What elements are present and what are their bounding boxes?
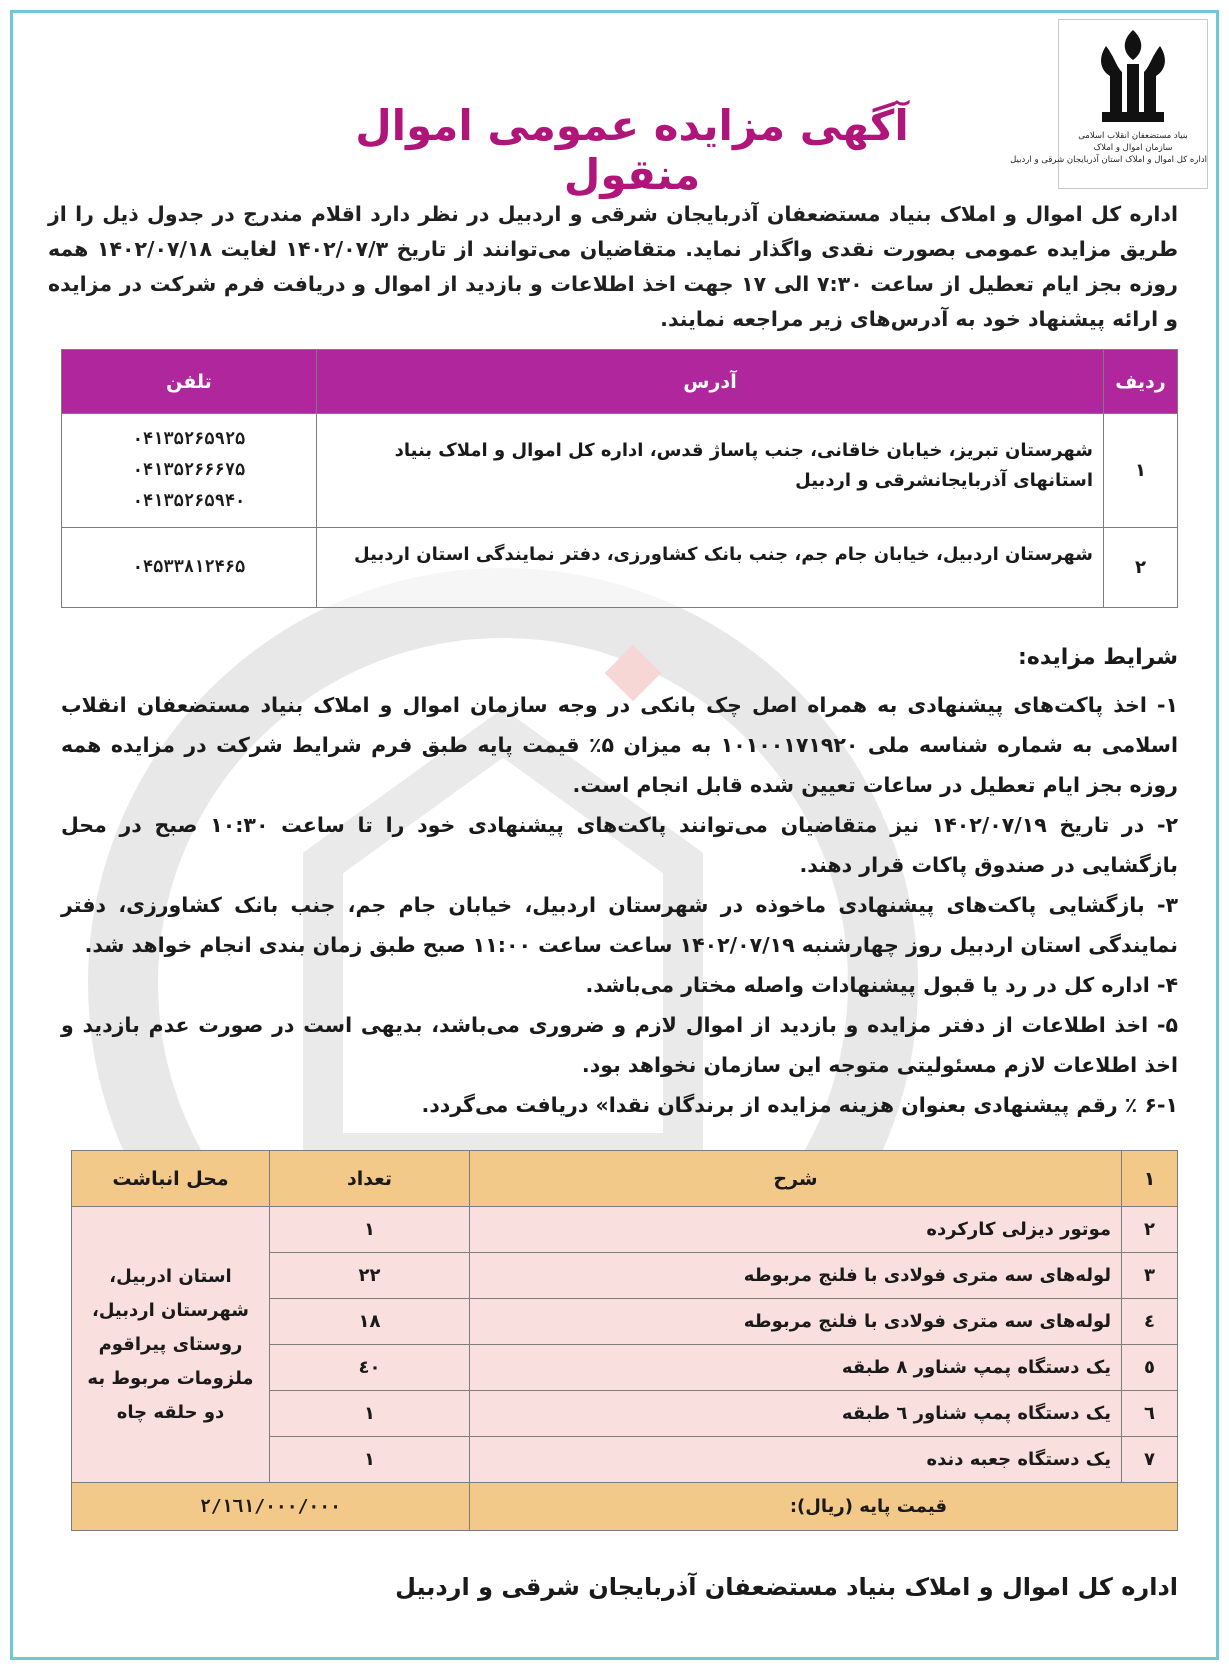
condition-item: ۱- اخذ پاکت‌های پیشنهادی به همراه اصل چک بانکی در وجه سازمان اموال و املاک بنیاد مستضعفان انقلاب اسلامی به شماره شناسه ملی ۱۰۱۰۰۱۷۱۹۲۰ به میزان ۵٪ قیمت پایه طبق فرم شرایط شرکت در مزایده همه روزه بجز ایام تعطیل در ساعات تعیین شده قابل انجام است. — [61, 693, 1178, 797]
organization-logo — [1010, 19, 1208, 189]
base-price-label: قیمت پایه (ریال): — [470, 1483, 1178, 1531]
footer-signature: اداره کل اموال و املاک بنیاد مستضعفان آذربایجان شرقی و اردبیل — [395, 1573, 1178, 1601]
item-description: یک دستگاه پمپ شناور ٦ طبقه — [470, 1391, 1122, 1437]
item-description: لوله‌های سه متری فولادی با فلنج مربوطه — [470, 1299, 1122, 1345]
header — [13, 13, 1222, 199]
address-cell: شهرستان اردبیل، خیابان جام جم، جنب بانک کشاورزی، دفتر نمایندگی استان اردبیل — [317, 528, 1104, 608]
phone-number: ۰۴۱۳۵۲۶۵۹۴۰ — [132, 491, 246, 511]
item-number: ۲ — [1122, 1207, 1178, 1253]
item-number: ٤ — [1122, 1299, 1178, 1345]
phone-number: ۰۴۱۳۵۲۶۵۹۲۵ — [132, 429, 246, 449]
conditions-heading: شرایط مزایده: — [1018, 645, 1178, 670]
base-price-value: ۲/۱٦۱/۰۰۰/۰۰۰ — [72, 1483, 470, 1531]
intro-paragraph: اداره کل اموال و املاک بنیاد مستضعفان آذربایجان شرقی و اردبیل در نظر دارد اقلام مندرج در جدول ذیل را از طریق مزایده عمومی بصورت نقدی واگذار نماید. متقاضیان می‌توانند از تاریخ ۱۴۰۲/۰۷/۳ لغایت ۱۴۰۲/۰۷/۱۸ همه روزه بجز ایام تعطیل از ساعت ۷:۳۰ الی ۱۷ جهت اخذ اطلاعات و بازدید از اموال و دریافت فرم شرکت در مزایده و ارائه پیشنهاد خود به آدرس‌های زیر مراجعه نمایند. — [48, 202, 1179, 331]
column-header-desc: شرح — [470, 1151, 1122, 1207]
item-description: یک دستگاه پمپ شناور ۸ طبقه — [470, 1345, 1122, 1391]
condition-item: ۲- در تاریخ ۱۴۰۲/۰۷/۱۹ نیز متقاضیان می‌توانند پاکت‌های پیشنهادی خود را تا ساعت ۱۰:۳۰ صبح در محل بازگشایی در صندوق پاکات قرار دهند. — [61, 813, 1178, 877]
column-header-num: ۱ — [1122, 1151, 1178, 1207]
item-description: یک دستگاه جعبه دنده — [470, 1437, 1122, 1483]
item-quantity: ۱ — [270, 1437, 470, 1483]
address-table — [61, 349, 1178, 608]
item-description: موتور دیزلی کارکرده — [470, 1207, 1122, 1253]
logo-line: سازمان اموال و املاک — [1093, 143, 1173, 153]
logo-line: بنیاد مستضعفان انقلاب اسلامی — [1078, 131, 1188, 141]
page-title: آگهی مزایده عمومی اموال منقول — [355, 101, 909, 199]
condition-item: ۴- اداره کل در رد یا قبول پیشنهادات واصله مختار می‌باشد. — [585, 973, 1178, 997]
notice-frame — [10, 10, 1219, 1660]
table-row — [62, 528, 1178, 608]
item-quantity: ۱ — [270, 1207, 470, 1253]
table-row — [62, 414, 1178, 528]
condition-item: ۶-۱ ٪ رقم پیشنهادی بعنوان هزینه مزایده از برندگان نقدا» دریافت می‌گردد. — [421, 1093, 1178, 1117]
table-row — [72, 1207, 1178, 1253]
column-header-location: محل انباشت — [72, 1151, 270, 1207]
item-quantity: ۱ — [270, 1391, 470, 1437]
phone-cell — [62, 528, 317, 608]
row-number: ۱ — [1104, 414, 1178, 528]
condition-item: ۳- بازگشایی پاکت‌های پیشنهادی ماخوذه در شهرستان اردبیل، خیابان جام جم، جنب بانک کشاورزی، دفتر نمایندگی استان اردبیل روز چهارشنبه ۱۴۰۲/۰۷/۱۹ ساعت ساعت ۱۱:۰۰ صبح طبق زمان بندی انجام خواهد شد. — [61, 893, 1178, 957]
phone-cell — [62, 414, 317, 528]
item-quantity: ۲۲ — [270, 1253, 470, 1299]
item-description: لوله‌های سه متری فولادی با فلنج مربوطه — [470, 1253, 1122, 1299]
row-number: ۲ — [1104, 528, 1178, 608]
table-header-row — [62, 350, 1178, 414]
conditions-list — [61, 685, 1178, 1125]
price-row — [72, 1483, 1178, 1531]
item-number: ٥ — [1122, 1345, 1178, 1391]
item-quantity: ۱۸ — [270, 1299, 470, 1345]
condition-item: ۵- اخذ اطلاعات از دفتر مزایده و بازدید از اموال لازم و ضروری می‌باشد، بدیهی است در صورت عدم بازدید و اخذ اطلاعات لازم مسئولیتی متوجه این سازمان نخواهد بود. — [61, 1013, 1178, 1077]
column-header-address: آدرس — [317, 350, 1104, 414]
storage-location: استان ادربیل، شهرستان اردبیل، روستای پیراقوم ملزومات مربوط به دو حلقه چاه — [72, 1207, 270, 1483]
items-table — [71, 1150, 1178, 1531]
column-header-phone: تلفن — [62, 350, 317, 414]
phone-number: ۰۴۵۳۳۸۱۲۴۶۵ — [132, 557, 246, 577]
column-header-row: ردیف — [1104, 350, 1178, 414]
item-quantity: ٤٠ — [270, 1345, 470, 1391]
item-number: ۳ — [1122, 1253, 1178, 1299]
logo-line: اداره کل اموال و املاک استان آذربایجان شرقی و اردبیل — [1010, 155, 1207, 165]
phone-number: ۰۴۱۳۵۲۶۶۶۷۵ — [132, 460, 246, 480]
foundation-emblem-icon — [1088, 26, 1178, 126]
item-number: ۷ — [1122, 1437, 1178, 1483]
item-number: ٦ — [1122, 1391, 1178, 1437]
column-header-qty: تعداد — [270, 1151, 470, 1207]
table-header-row — [72, 1151, 1178, 1207]
address-cell: شهرستان تبریز، خیابان خاقانی، جنب پاساژ قدس، اداره کل اموال و املاک بنیاد استانهای آذربایجانشرقی و اردبیل — [317, 414, 1104, 528]
